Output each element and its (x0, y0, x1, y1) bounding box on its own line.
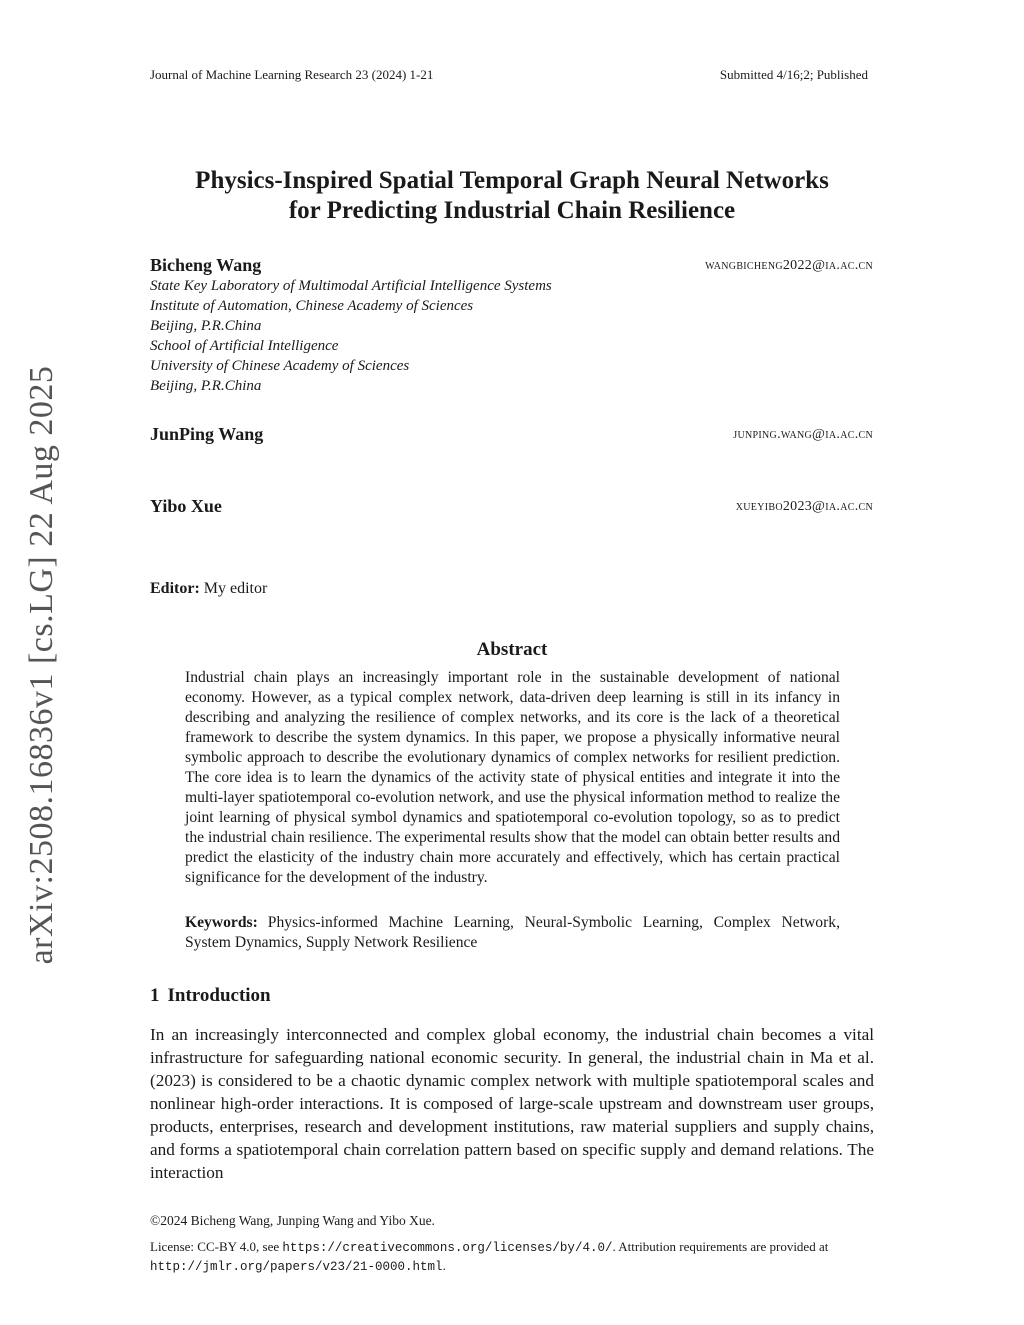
abstract-heading: Abstract (476, 639, 548, 660)
license-link[interactable]: https://creativecommons.org/licenses/by/4.0/ (282, 1241, 613, 1255)
attribution-link[interactable]: http://jmlr.org/papers/v23/21-0000.html (150, 1260, 443, 1274)
submission-info: Submitted 4/16;2; Published (719, 67, 868, 82)
keywords-label: Keywords: (185, 914, 258, 931)
affiliation-line: School of Artificial Intelligence (150, 338, 339, 354)
abstract-text: Industrial chain plays an increasingly important role in the sustainable development of national economy. However, as a typical complex network, data-driven deep learning is still in its infancy in describing and analyzing the resilience of complex networks, and its core is the lack of a theoretical framework to describe the system dynamics. In this paper, we propose a physically informative neural symbolic approach to describe the evolutionary dynamics of complex networks for resilient prediction. The core idea is to learn the dynamics of the activity state of physical entities and integrate it into the multi-layer spatiotemporal co-evolution network, and use the physical information method to realize the joint learning of physical symbol dynamics and spatiotemporal co-evolution topology, so as to predict the industrial chain resilience. The experimental results show that the model can obtain better results and predict the elasticity of the industry chain more accurately and effectively, which has certain practical significance for the development of the industry. (185, 669, 840, 886)
author-email-1[interactable]: wangbicheng2022@ia.ac.cn (705, 258, 873, 273)
title-line-1: Physics-Inspired Spatial Temporal Graph Neural Networks (195, 167, 829, 194)
author-email-2[interactable]: junping.wang@ia.ac.cn (733, 427, 873, 442)
arxiv-stamp-text: arXiv:2508.16836v1 [cs.LG] 22 Aug 2025 (23, 365, 60, 965)
license-prefix: License: CC-BY 4.0, see (150, 1239, 283, 1254)
copyright-notice: ©2024 Bicheng Wang, Junping Wang and Yibo Xue. (150, 1213, 435, 1228)
author-name-1: Bicheng Wang (150, 255, 262, 275)
introduction-text: In an increasingly interconnected and complex global economy, the industrial chain becomes a vital infrastructure for safeguarding national economic security. In general, the industrial chain in Ma et al. (2023) is considered to be a chaotic dynamic complex network with multiple spatiotemporal scales and nonlinear high-order interactions. It is composed of large-scale upstream and downstream user groups, products, enterprises, research and development institutions, raw material suppliers and supply chains, and forms a spatiotemporal chain correlation pattern based on specific supply and demand relations. The interaction (150, 1025, 874, 1182)
section-title: Introduction (167, 985, 271, 1006)
paper-title (0, 166, 1024, 226)
affiliation-line: Institute of Automation, Chinese Academy of Sciences (150, 298, 474, 314)
affiliation-line: Beijing, P.R.China (150, 378, 262, 394)
author-affiliations (150, 276, 552, 396)
author-name-3: Yibo Xue (150, 496, 222, 516)
section-heading-introduction (150, 985, 271, 1007)
author-email-3[interactable]: xueyibo2023@ia.ac.cn (735, 499, 873, 514)
title-line-2: for Predicting Industrial Chain Resilience (288, 197, 736, 224)
affiliation-line: State Key Laboratory of Multimodal Artificial Intelligence Systems (150, 278, 552, 294)
license-notice (150, 1238, 874, 1276)
license-end: . (442, 1258, 446, 1273)
license-mid: . Attribution requirements are provided at (612, 1239, 829, 1254)
arxiv-stamp (22, 365, 62, 965)
section-number: 1 (150, 985, 160, 1006)
keywords (185, 913, 840, 953)
editor-label: Editor: (150, 580, 200, 597)
affiliation-line: University of Chinese Academy of Sciences (150, 358, 410, 374)
keywords-list: Physics-informed Machine Learning, Neural-Symbolic Learning, Complex Network, System Dynamics, Supply Network Resilience (185, 914, 840, 951)
affiliation-line: Beijing, P.R.China (150, 318, 262, 334)
editor-value: My editor (203, 580, 268, 597)
editor-line (150, 580, 267, 598)
journal-header: Journal of Machine Learning Research 23 (2024) 1-21 (150, 67, 434, 82)
author-name-2: JunPing Wang (150, 424, 264, 444)
